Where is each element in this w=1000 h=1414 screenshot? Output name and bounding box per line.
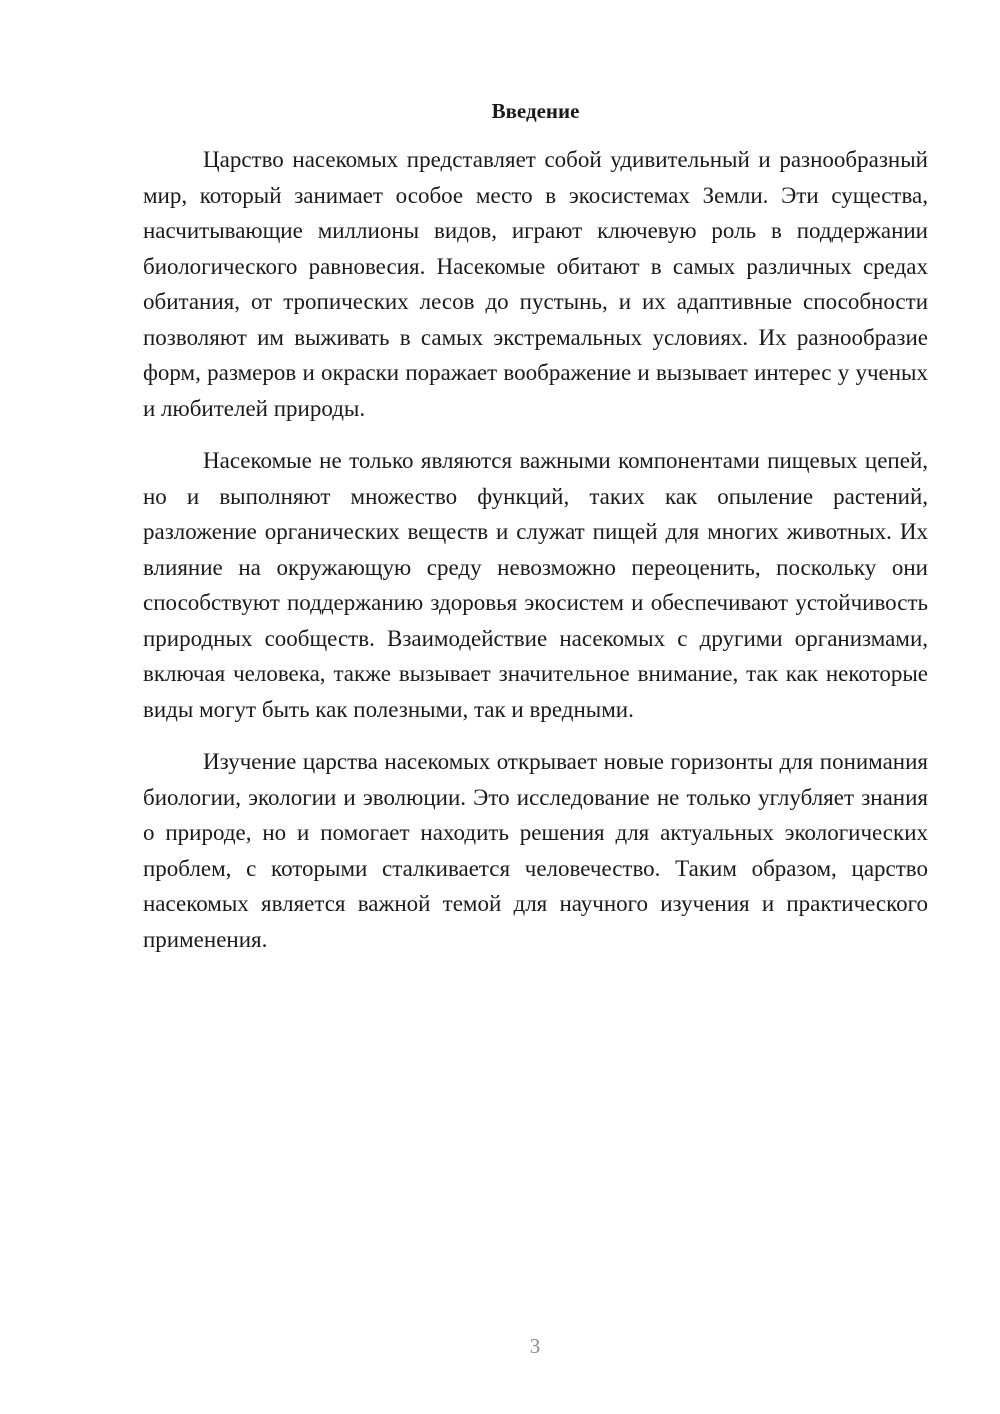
paragraph-3: Изучение царства насекомых открывает новые горизонты для понимания биологии, экологии и эволюции. Это исследование не только углубляет знания о природе, но и помогает находить решения для актуальных экологических проблем, с которыми сталкивается человечество. Таким образом, царство насекомых является важной темой для научного изучения и практического применения.	[143, 749, 928, 952]
page-number: 3	[529, 1334, 541, 1358]
body-text	[143, 142, 928, 974]
page-title: Введение	[491, 99, 580, 123]
paragraph-1: Царство насекомых представляет собой удивительный и разнообразный мир, который занимает особое место в экосистемах Земли. Эти существа, насчитывающие миллионы видов, играют ключевую роль в поддержании биологического равновесия. Насекомые обитают в самых различных средах обитания, от тропических лесов до пустынь, и их адаптивные способности позволяют им выживать в самых экстремальных условиях. Их разнообразие форм, размеров и окраски поражает воображение и вызывает интерес у ученых и любителей природы.	[143, 147, 928, 421]
paragraph-2: Насекомые не только являются важными компонентами пищевых цепей, но и выполняют множество функций, таких как опыление растений, разложение органических веществ и служат пищей для многих животных. Их влияние на окружающую среду невозможно переоценить, поскольку они способствуют поддержанию здоровья экосистем и обеспечивают устойчивость природных сообществ. Взаимодействие насекомых с другими организмами, включая человека, также вызывает значительное внимание, так как некоторые виды могут быть как полезными, так и вредными.	[143, 448, 928, 722]
